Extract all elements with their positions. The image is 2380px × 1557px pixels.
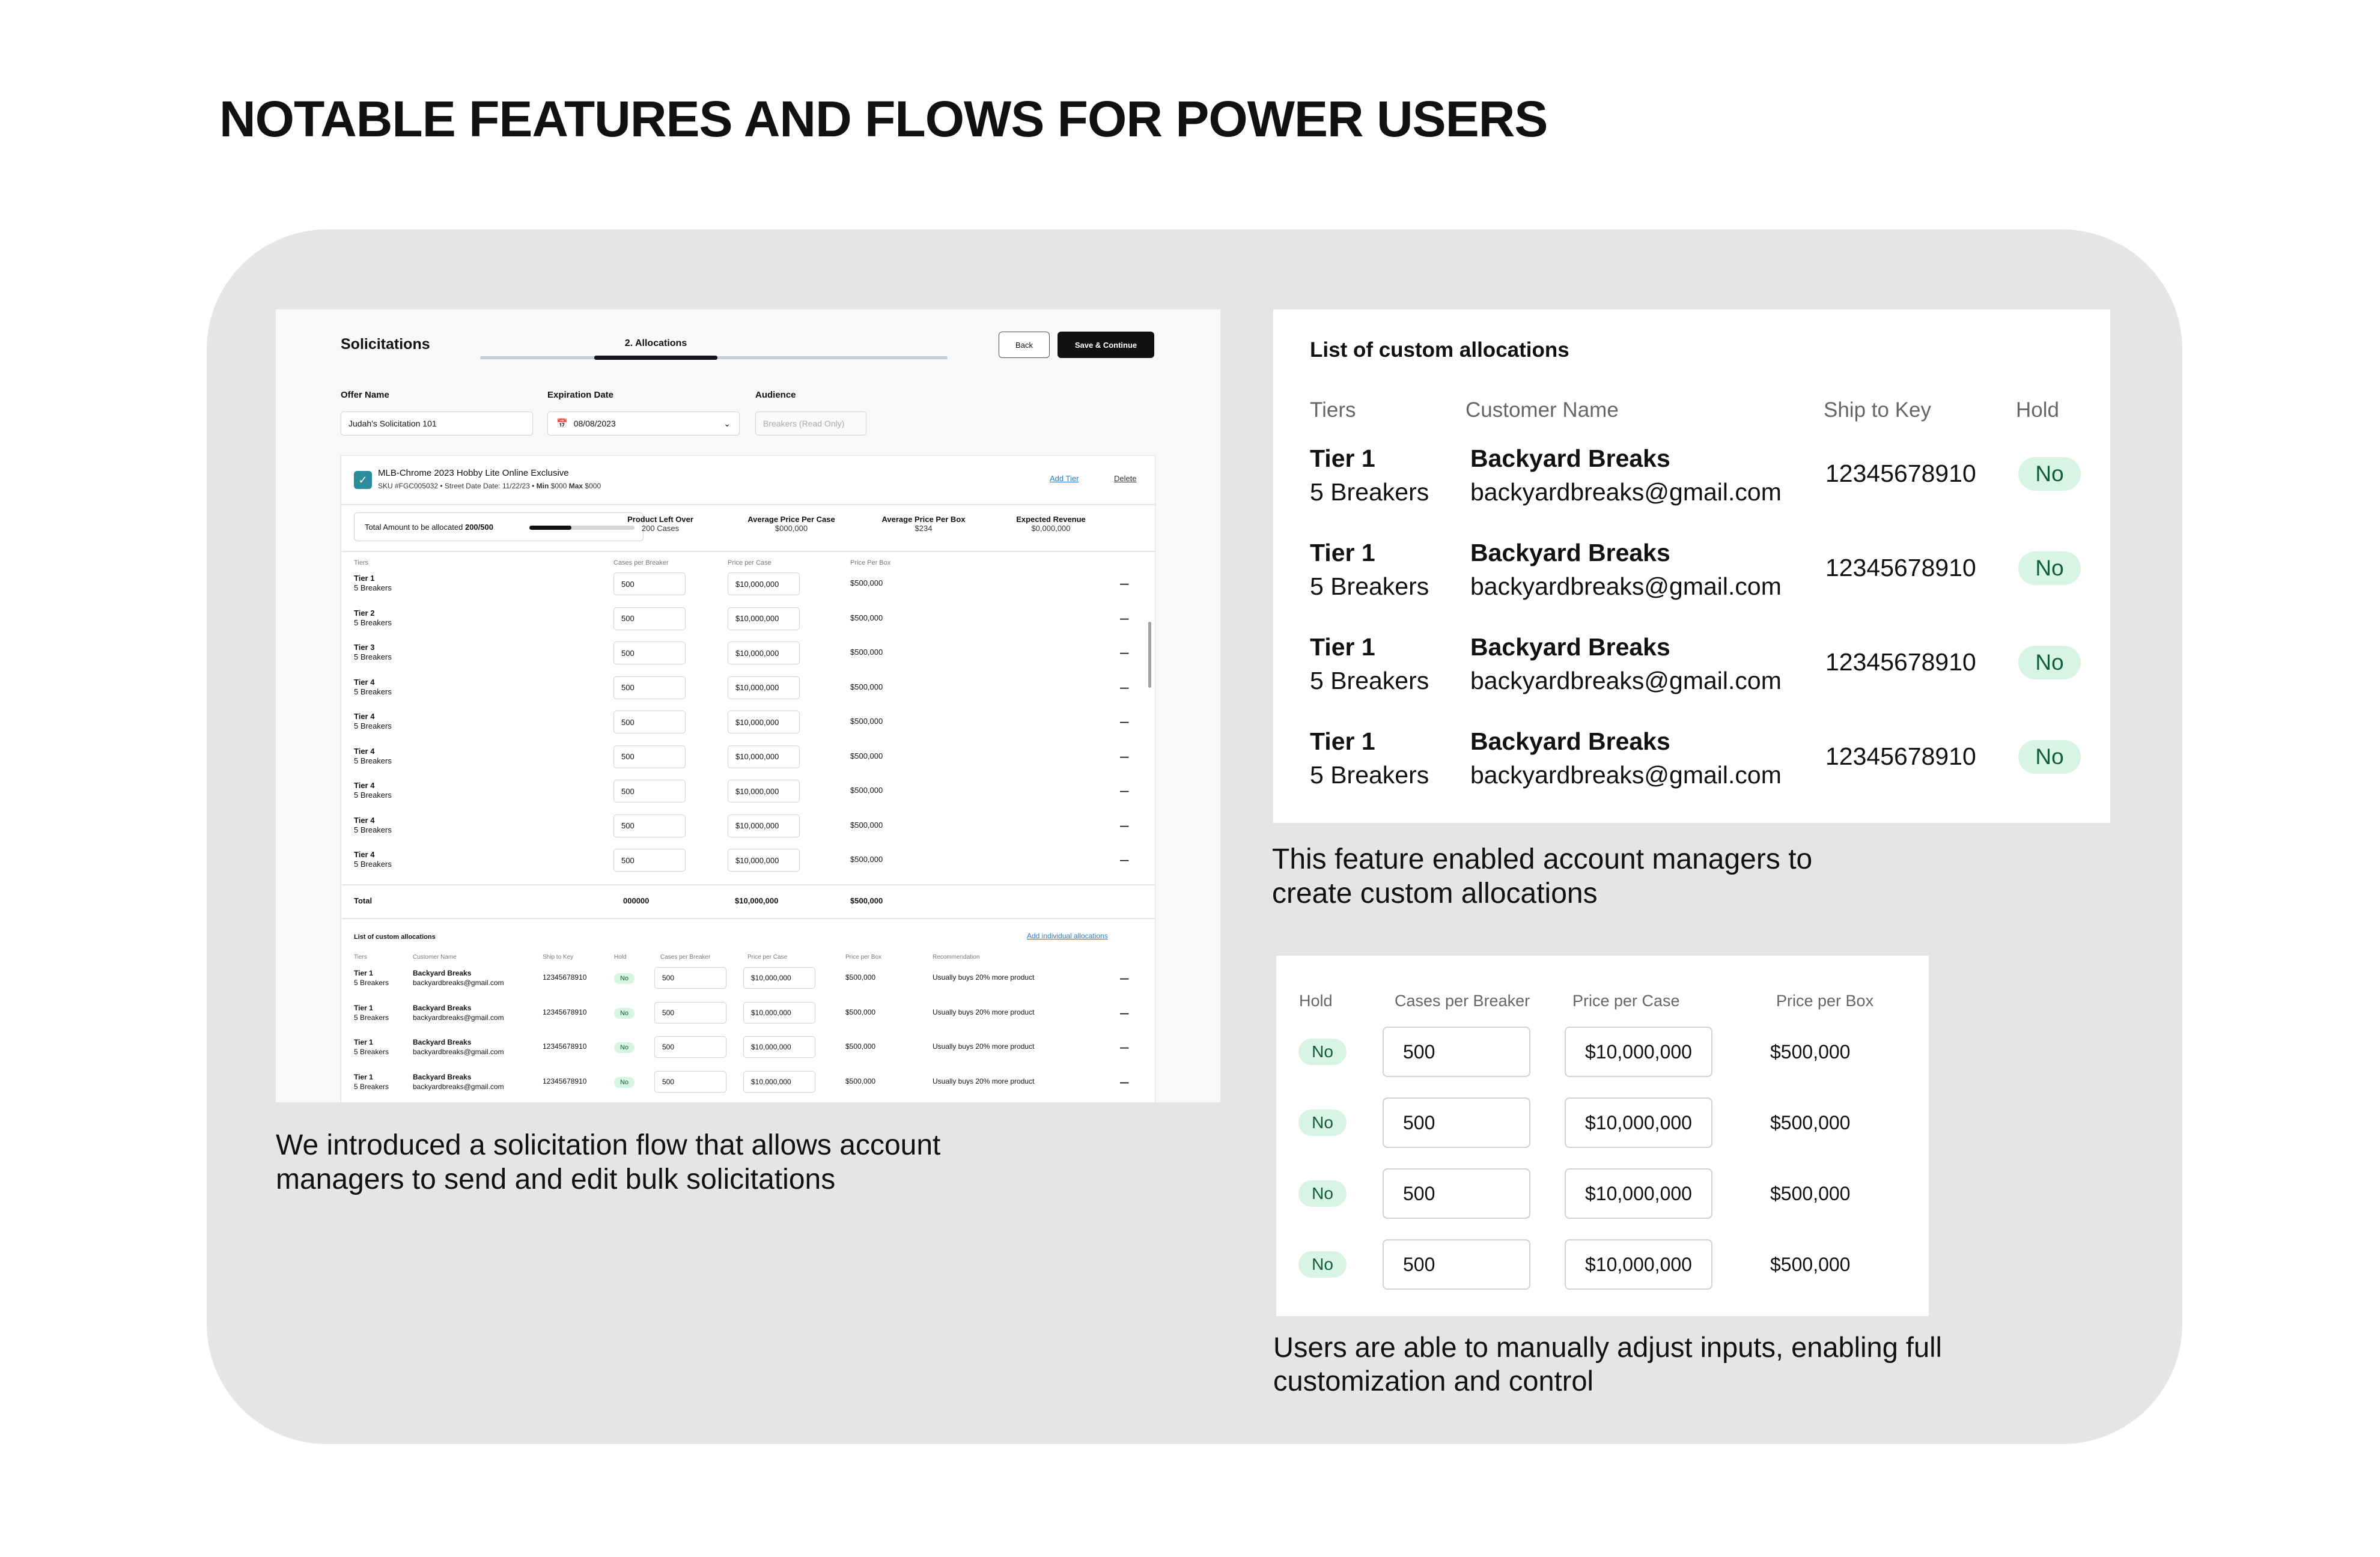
column-header: Customer Name [413, 954, 457, 961]
column-header: Tiers [1310, 398, 1356, 422]
tier-name: Tier 1 [354, 1003, 373, 1012]
tier-label [354, 678, 392, 697]
tier-label [354, 747, 392, 766]
divider [342, 918, 1155, 919]
price-per-box: $500,000 [850, 682, 883, 691]
ship-to-key: 12345678910 [543, 1076, 587, 1085]
column-header: Cases per Breaker [660, 954, 711, 961]
summary-stat-value: $0,000,000 [1031, 524, 1071, 533]
remove-tier-button[interactable]: – [1120, 608, 1129, 627]
customer-name: Backyard Breaks [413, 1038, 472, 1046]
hold-badge[interactable]: No [1298, 1251, 1347, 1278]
cases-per-breaker-input[interactable]: 500 [613, 572, 686, 595]
custom-list-title: List of custom allocations [354, 933, 436, 941]
tier-breakers: 5 Breakers [354, 652, 392, 661]
tier-label [354, 1037, 389, 1057]
hold-badge[interactable]: No [2018, 740, 2081, 774]
price-per-case-input[interactable]: $10,000,000 [1565, 1027, 1712, 1077]
tier-breakers: 5 Breakers [354, 756, 392, 765]
tier-name: Tier 1 [1310, 727, 1375, 755]
cases-per-breaker-input[interactable]: 500 [1383, 1168, 1530, 1219]
price-per-case-input[interactable]: $10,000,000 [743, 1071, 815, 1093]
cases-per-breaker-input[interactable]: 500 [1383, 1239, 1530, 1290]
tier-label [1310, 536, 1429, 603]
cases-per-breaker-input[interactable]: 500 [613, 745, 686, 768]
column-header: Price per Case [747, 954, 788, 961]
tier-label [354, 850, 392, 869]
custom-allocations-card [1273, 309, 2110, 823]
customer-info [413, 1003, 504, 1022]
price-per-box: $500,000 [1770, 1041, 1851, 1063]
chevron-down-icon: ⌄ [723, 418, 731, 428]
hold-badge[interactable]: No [614, 973, 635, 984]
column-header: Tiers [354, 559, 369, 566]
summary-stat [857, 515, 990, 533]
delete-link[interactable]: Delete [1114, 474, 1137, 483]
tier-label [1310, 442, 1429, 509]
step-allocations[interactable]: 2. Allocations [624, 338, 687, 348]
cases-per-breaker-input[interactable]: 500 [1383, 1027, 1530, 1077]
cases-per-breaker-input[interactable]: 500 [1383, 1097, 1530, 1148]
price-per-box: $500,000 [850, 648, 883, 657]
summary-stat-label: Expected Revenue [1016, 515, 1086, 524]
ship-to-key: 12345678910 [1825, 460, 1976, 487]
hold-badge[interactable]: No [614, 1008, 635, 1019]
audience-label: Audience [755, 390, 796, 400]
tier-breakers: 5 Breakers [354, 1013, 389, 1022]
tier-breakers: 5 Breakers [354, 791, 392, 800]
customer-email: backyardbreaks@gmail.com [1470, 667, 1782, 694]
ship-to-key: 12345678910 [543, 1007, 587, 1016]
stepper-active [594, 356, 717, 360]
tier-name: Tier 2 [354, 608, 375, 618]
cases-per-breaker-input[interactable]: 500 [613, 711, 686, 733]
remove-allocation-button[interactable]: – [1120, 1072, 1129, 1090]
calendar-icon: 📅 [556, 419, 568, 429]
total-row-label: Total [354, 896, 373, 905]
price-per-case-input[interactable]: $10,000,000 [1565, 1239, 1712, 1290]
remove-tier-button[interactable]: – [1120, 815, 1129, 834]
summary-stat-value: $234 [915, 524, 933, 533]
tier-name: Tier 1 [354, 969, 373, 977]
cases-per-breaker-input[interactable]: 500 [613, 849, 686, 872]
tier-breakers: 5 Breakers [354, 687, 392, 696]
tier-label [354, 574, 392, 593]
customer-email: backyardbreaks@gmail.com [1470, 761, 1782, 789]
cases-per-breaker-input[interactable]: 500 [613, 815, 686, 837]
tier-breakers: 5 Breakers [354, 618, 392, 627]
tier-breakers: 5 Breakers [354, 1048, 389, 1056]
price-per-box: $500,000 [850, 717, 883, 726]
price-per-case-input[interactable]: $10,000,000 [743, 1036, 815, 1058]
tier-name: Tier 1 [1310, 539, 1375, 566]
tier-label [1310, 724, 1429, 792]
add-individual-allocations-link[interactable]: Add individual allocations [1027, 932, 1108, 940]
remove-allocation-button[interactable]: – [1120, 1037, 1129, 1055]
hold-badge[interactable]: No [2018, 551, 2081, 585]
ship-to-key: 12345678910 [543, 1042, 587, 1051]
remove-tier-button[interactable]: – [1120, 643, 1129, 661]
cases-per-breaker-input[interactable]: 500 [613, 607, 686, 630]
customer-name: Backyard Breaks [1470, 727, 1670, 755]
tier-name: Tier 3 [354, 643, 375, 652]
customer-email: backyardbreaks@gmail.com [1470, 572, 1782, 600]
tier-breakers: 5 Breakers [1310, 667, 1429, 694]
cases-per-breaker-input[interactable]: 500 [654, 967, 726, 989]
total-allocated-text: Total Amount to be allocated 200/500 [365, 523, 493, 532]
ship-to-key: 12345678910 [1825, 554, 1976, 581]
column-header: Hold [614, 954, 627, 961]
summary-stat [985, 515, 1117, 533]
customer-info [1470, 442, 1782, 509]
tier-name: Tier 1 [1310, 633, 1375, 661]
price-per-case-input[interactable]: $10,000,000 [728, 815, 800, 837]
remove-tier-button[interactable]: – [1120, 677, 1129, 696]
customer-name: Backyard Breaks [1470, 539, 1670, 566]
tier-name: Tier 1 [1310, 445, 1375, 472]
customer-email: backyardbreaks@gmail.com [413, 1048, 504, 1056]
price-per-box: $500,000 [845, 973, 876, 982]
offer-name-input[interactable]: Judah's Solicitation 101 [341, 411, 533, 436]
column-header: Cases per Breaker [1395, 992, 1530, 1010]
column-header: Tiers [354, 954, 367, 961]
price-per-case-input[interactable]: $10,000,000 [728, 745, 800, 768]
price-per-box: $500,000 [1770, 1112, 1851, 1134]
tier-breakers: 5 Breakers [1310, 572, 1429, 600]
hold-badge[interactable]: No [2018, 457, 2081, 491]
expiration-date-value: 08/08/2023 [573, 419, 616, 428]
price-per-case-input[interactable]: $10,000,000 [728, 849, 800, 872]
summary-stat [594, 515, 726, 533]
custom-allocations-caption: This feature enabled account managers to create custom allocations [1272, 843, 1813, 909]
tier-name: Tier 4 [354, 781, 375, 790]
column-header: Cases per Breaker [613, 559, 669, 566]
price-per-box: $500,000 [1770, 1183, 1851, 1204]
price-per-box: $500,000 [845, 1076, 876, 1085]
divider [342, 884, 1155, 885]
customer-info [1470, 536, 1782, 603]
hold-badge[interactable]: No [614, 1077, 635, 1088]
total-row-price-box: $500,000 [850, 896, 883, 905]
divider [342, 504, 1155, 505]
recommendation: Usually buys 20% more product [933, 1042, 1035, 1051]
column-header: Customer Name [1465, 398, 1619, 422]
customer-name: Backyard Breaks [1470, 633, 1670, 661]
divider [342, 551, 1155, 552]
back-button[interactable]: Back [999, 332, 1050, 358]
column-header: Price per Case [1572, 992, 1680, 1010]
product-sku: SKU #FGC005032 • Street Date Date: 11/22/23 • Min $000 Max $000 [378, 482, 601, 490]
allocation-progress-fill [529, 526, 571, 530]
customer-name: Backyard Breaks [413, 1072, 472, 1081]
remove-tier-button[interactable]: – [1120, 746, 1129, 765]
hold-badge[interactable]: No [2018, 646, 2081, 679]
customer-name: Backyard Breaks [1470, 445, 1670, 472]
customer-email: backyardbreaks@gmail.com [413, 1013, 504, 1022]
price-per-case-input[interactable]: $10,000,000 [728, 711, 800, 733]
price-per-case-input[interactable]: $10,000,000 [743, 967, 815, 989]
column-header: Price per Box [1776, 992, 1874, 1010]
price-per-box: $500,000 [1770, 1254, 1851, 1275]
tier-breakers: 5 Breakers [354, 979, 389, 987]
ship-to-key: 12345678910 [543, 973, 587, 982]
ship-to-key: 12345678910 [1825, 648, 1976, 676]
tier-label [354, 968, 389, 988]
tier-name: Tier 1 [354, 574, 375, 583]
tier-label [354, 1072, 389, 1091]
price-per-case-input[interactable]: $10,000,000 [1565, 1097, 1712, 1148]
inputs-card [1276, 956, 1929, 1316]
tier-name: Tier 4 [354, 815, 375, 825]
customer-info [1470, 724, 1782, 792]
tier-breakers: 5 Breakers [354, 583, 392, 592]
remove-allocation-button[interactable]: – [1120, 968, 1129, 986]
hold-badge[interactable]: No [1298, 1109, 1347, 1136]
price-per-box: $500,000 [850, 786, 883, 795]
column-header: Ship to Key [1824, 398, 1931, 422]
hold-badge[interactable]: No [1298, 1039, 1347, 1065]
column-header: Hold [1299, 992, 1333, 1010]
tier-breakers: 5 Breakers [1310, 761, 1429, 789]
price-per-box: $500,000 [845, 1007, 876, 1016]
add-tier-link[interactable]: Add Tier [1050, 474, 1079, 483]
customer-name: Backyard Breaks [413, 969, 472, 977]
price-per-case-input[interactable]: $10,000,000 [728, 607, 800, 630]
total-row-price-case: $10,000,000 [735, 896, 779, 905]
tier-name: Tier 4 [354, 850, 375, 859]
column-header: Price per Case [728, 559, 772, 566]
summary-stat-label: Product Left Over [627, 515, 693, 524]
price-per-case-input[interactable]: $10,000,000 [743, 1002, 815, 1024]
remove-tier-button[interactable]: – [1120, 781, 1129, 799]
cases-per-breaker-input[interactable]: 500 [654, 1071, 726, 1093]
price-per-case-input[interactable]: $10,000,000 [728, 572, 800, 595]
customer-info [413, 1072, 504, 1091]
summary-stat-value: 200 Cases [641, 524, 680, 533]
scrollbar[interactable] [1148, 622, 1151, 688]
tier-label [1310, 630, 1429, 697]
tier-breakers: 5 Breakers [354, 860, 392, 869]
customer-email: backyardbreaks@gmail.com [413, 979, 504, 987]
price-per-box: $500,000 [845, 1042, 876, 1051]
remove-allocation-button[interactable]: – [1120, 1003, 1129, 1021]
tier-breakers: 5 Breakers [1310, 478, 1429, 506]
check-icon: ✓ [358, 473, 368, 486]
hold-badge[interactable]: No [614, 1042, 635, 1053]
price-per-box: $500,000 [850, 855, 883, 864]
cases-per-breaker-input[interactable]: 500 [613, 780, 686, 803]
customer-info [413, 968, 504, 988]
tier-label [354, 609, 392, 628]
summary-stat-label: Average Price Per Box [881, 515, 966, 524]
customer-name: Backyard Breaks [413, 1003, 472, 1012]
cases-per-breaker-input[interactable]: 500 [654, 1002, 726, 1024]
customer-info [413, 1037, 504, 1057]
price-per-box: $500,000 [850, 751, 883, 760]
recommendation: Usually buys 20% more product [933, 973, 1035, 982]
solicitation-screenshot [276, 309, 1220, 1102]
inputs-caption: Users are able to manually adjust inputs, enabling full customization and control [1273, 1331, 1942, 1397]
expiration-date-label: Expiration Date [547, 390, 614, 400]
price-per-case-input[interactable]: $10,000,000 [728, 780, 800, 803]
ship-to-key: 12345678910 [1825, 742, 1976, 770]
customer-email: backyardbreaks@gmail.com [1470, 478, 1782, 506]
solicitations-title: Solicitations [341, 336, 430, 353]
tier-label [354, 816, 392, 835]
tier-label [354, 1003, 389, 1022]
customer-email: backyardbreaks@gmail.com [413, 1082, 504, 1091]
summary-stat [725, 515, 857, 533]
cases-per-breaker-input[interactable]: 500 [613, 676, 686, 699]
tier-label [354, 712, 392, 731]
price-per-box: $500,000 [850, 820, 883, 830]
remove-tier-button[interactable]: – [1120, 850, 1129, 868]
tier-label [354, 643, 392, 662]
tier-name: Tier 4 [354, 677, 375, 687]
tier-label [354, 781, 392, 800]
tier-breakers: 5 Breakers [354, 825, 392, 834]
audience-input: Breakers (Read Only) [755, 411, 866, 436]
total-row-cases: 000000 [623, 896, 650, 905]
column-header: Ship to Key [543, 954, 574, 961]
cases-per-breaker-input[interactable]: 500 [654, 1036, 726, 1058]
cases-per-breaker-input[interactable]: 500 [613, 642, 686, 664]
price-per-case-input[interactable]: $10,000,000 [1565, 1168, 1712, 1219]
hold-badge[interactable]: No [1298, 1180, 1347, 1207]
remove-tier-button[interactable]: – [1120, 712, 1129, 730]
tier-name: Tier 4 [354, 712, 375, 721]
column-header: Recommendation [933, 954, 980, 961]
product-name: MLB-Chrome 2023 Hobby Lite Online Exclusive [378, 468, 569, 478]
offer-name-label: Offer Name [341, 390, 389, 400]
remove-tier-button[interactable]: – [1120, 574, 1129, 592]
page-title: NOTABLE FEATURES AND FLOWS FOR POWER USERS [219, 91, 1548, 147]
expiration-date-picker[interactable] [547, 411, 740, 436]
column-header: Price Per Box [850, 559, 891, 566]
save-continue-button[interactable]: Save & Continue [1058, 332, 1154, 358]
custom-allocations-title: List of custom allocations [1310, 338, 1569, 362]
tier-name: Tier 1 [354, 1038, 373, 1046]
price-per-box: $500,000 [850, 578, 883, 587]
product-checkbox[interactable] [354, 471, 372, 489]
price-per-case-input[interactable]: $10,000,000 [728, 676, 800, 699]
recommendation: Usually buys 20% more product [933, 1007, 1035, 1016]
summary-stat-value: $000,000 [775, 524, 808, 533]
recommendation: Usually buys 20% more product [933, 1076, 1035, 1085]
column-header: Price per Box [845, 954, 882, 961]
solicitation-caption: We introduced a solicitation flow that allows account managers to send and edit bulk solicitations [276, 1129, 941, 1195]
column-header: Hold [2016, 398, 2059, 422]
customer-info [1470, 630, 1782, 697]
price-per-case-input[interactable]: $10,000,000 [728, 642, 800, 664]
tier-name: Tier 1 [354, 1072, 373, 1081]
price-per-box: $500,000 [850, 613, 883, 622]
tier-name: Tier 4 [354, 746, 375, 756]
tier-breakers: 5 Breakers [354, 1082, 389, 1091]
tier-breakers: 5 Breakers [354, 721, 392, 730]
summary-stat-label: Average Price Per Case [747, 515, 835, 524]
